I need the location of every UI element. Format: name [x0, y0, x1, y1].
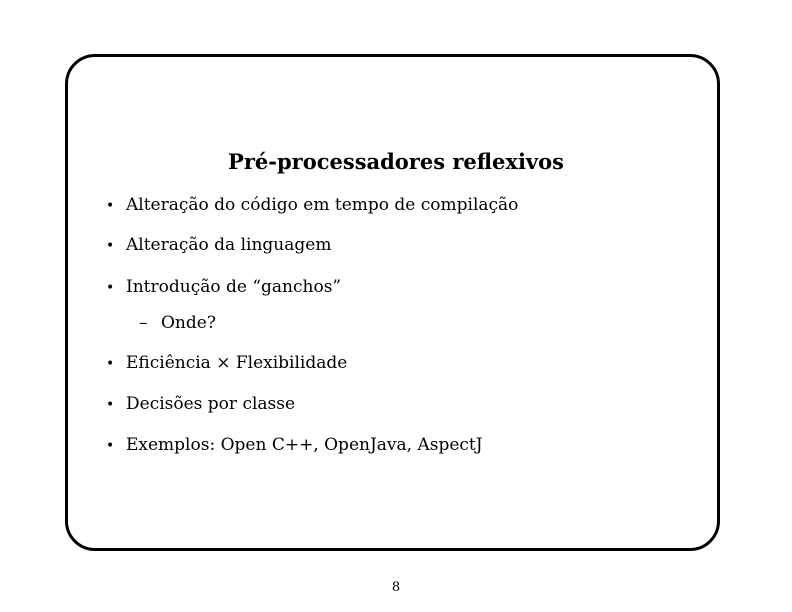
- list-item-text: Decisões por classe: [126, 394, 296, 414]
- list-item-text: Introdução de “ganchos”: [126, 277, 342, 297]
- bullet-icon: •: [106, 356, 115, 372]
- list-item: [106, 389, 295, 420]
- slide-title: Pré-processadores reflexivos: [228, 149, 564, 174]
- bullet-icon: •: [106, 438, 115, 454]
- dash-icon: –: [139, 313, 148, 333]
- bullet-icon: •: [106, 238, 115, 254]
- bullet-icon: •: [106, 198, 115, 214]
- list-item-text: Alteração do código em tempo de compilação: [126, 195, 519, 215]
- page-number: 8: [391, 580, 401, 595]
- list-item: [106, 230, 331, 261]
- sub-list-item-text: Onde?: [161, 313, 216, 333]
- list-item: [106, 190, 518, 221]
- list-item: [106, 272, 341, 303]
- list-item-text: Exemplos: Open C++, OpenJava, AspectJ: [126, 435, 483, 455]
- list-item-text: Alteração da linguagem: [126, 235, 332, 255]
- list-item-text: Eficiência × Flexibilidade: [126, 353, 348, 373]
- sub-list-item: [133, 308, 216, 338]
- bullet-icon: •: [106, 397, 115, 413]
- bullet-icon: •: [106, 280, 115, 296]
- list-item: [106, 348, 347, 379]
- list-item: [106, 430, 483, 461]
